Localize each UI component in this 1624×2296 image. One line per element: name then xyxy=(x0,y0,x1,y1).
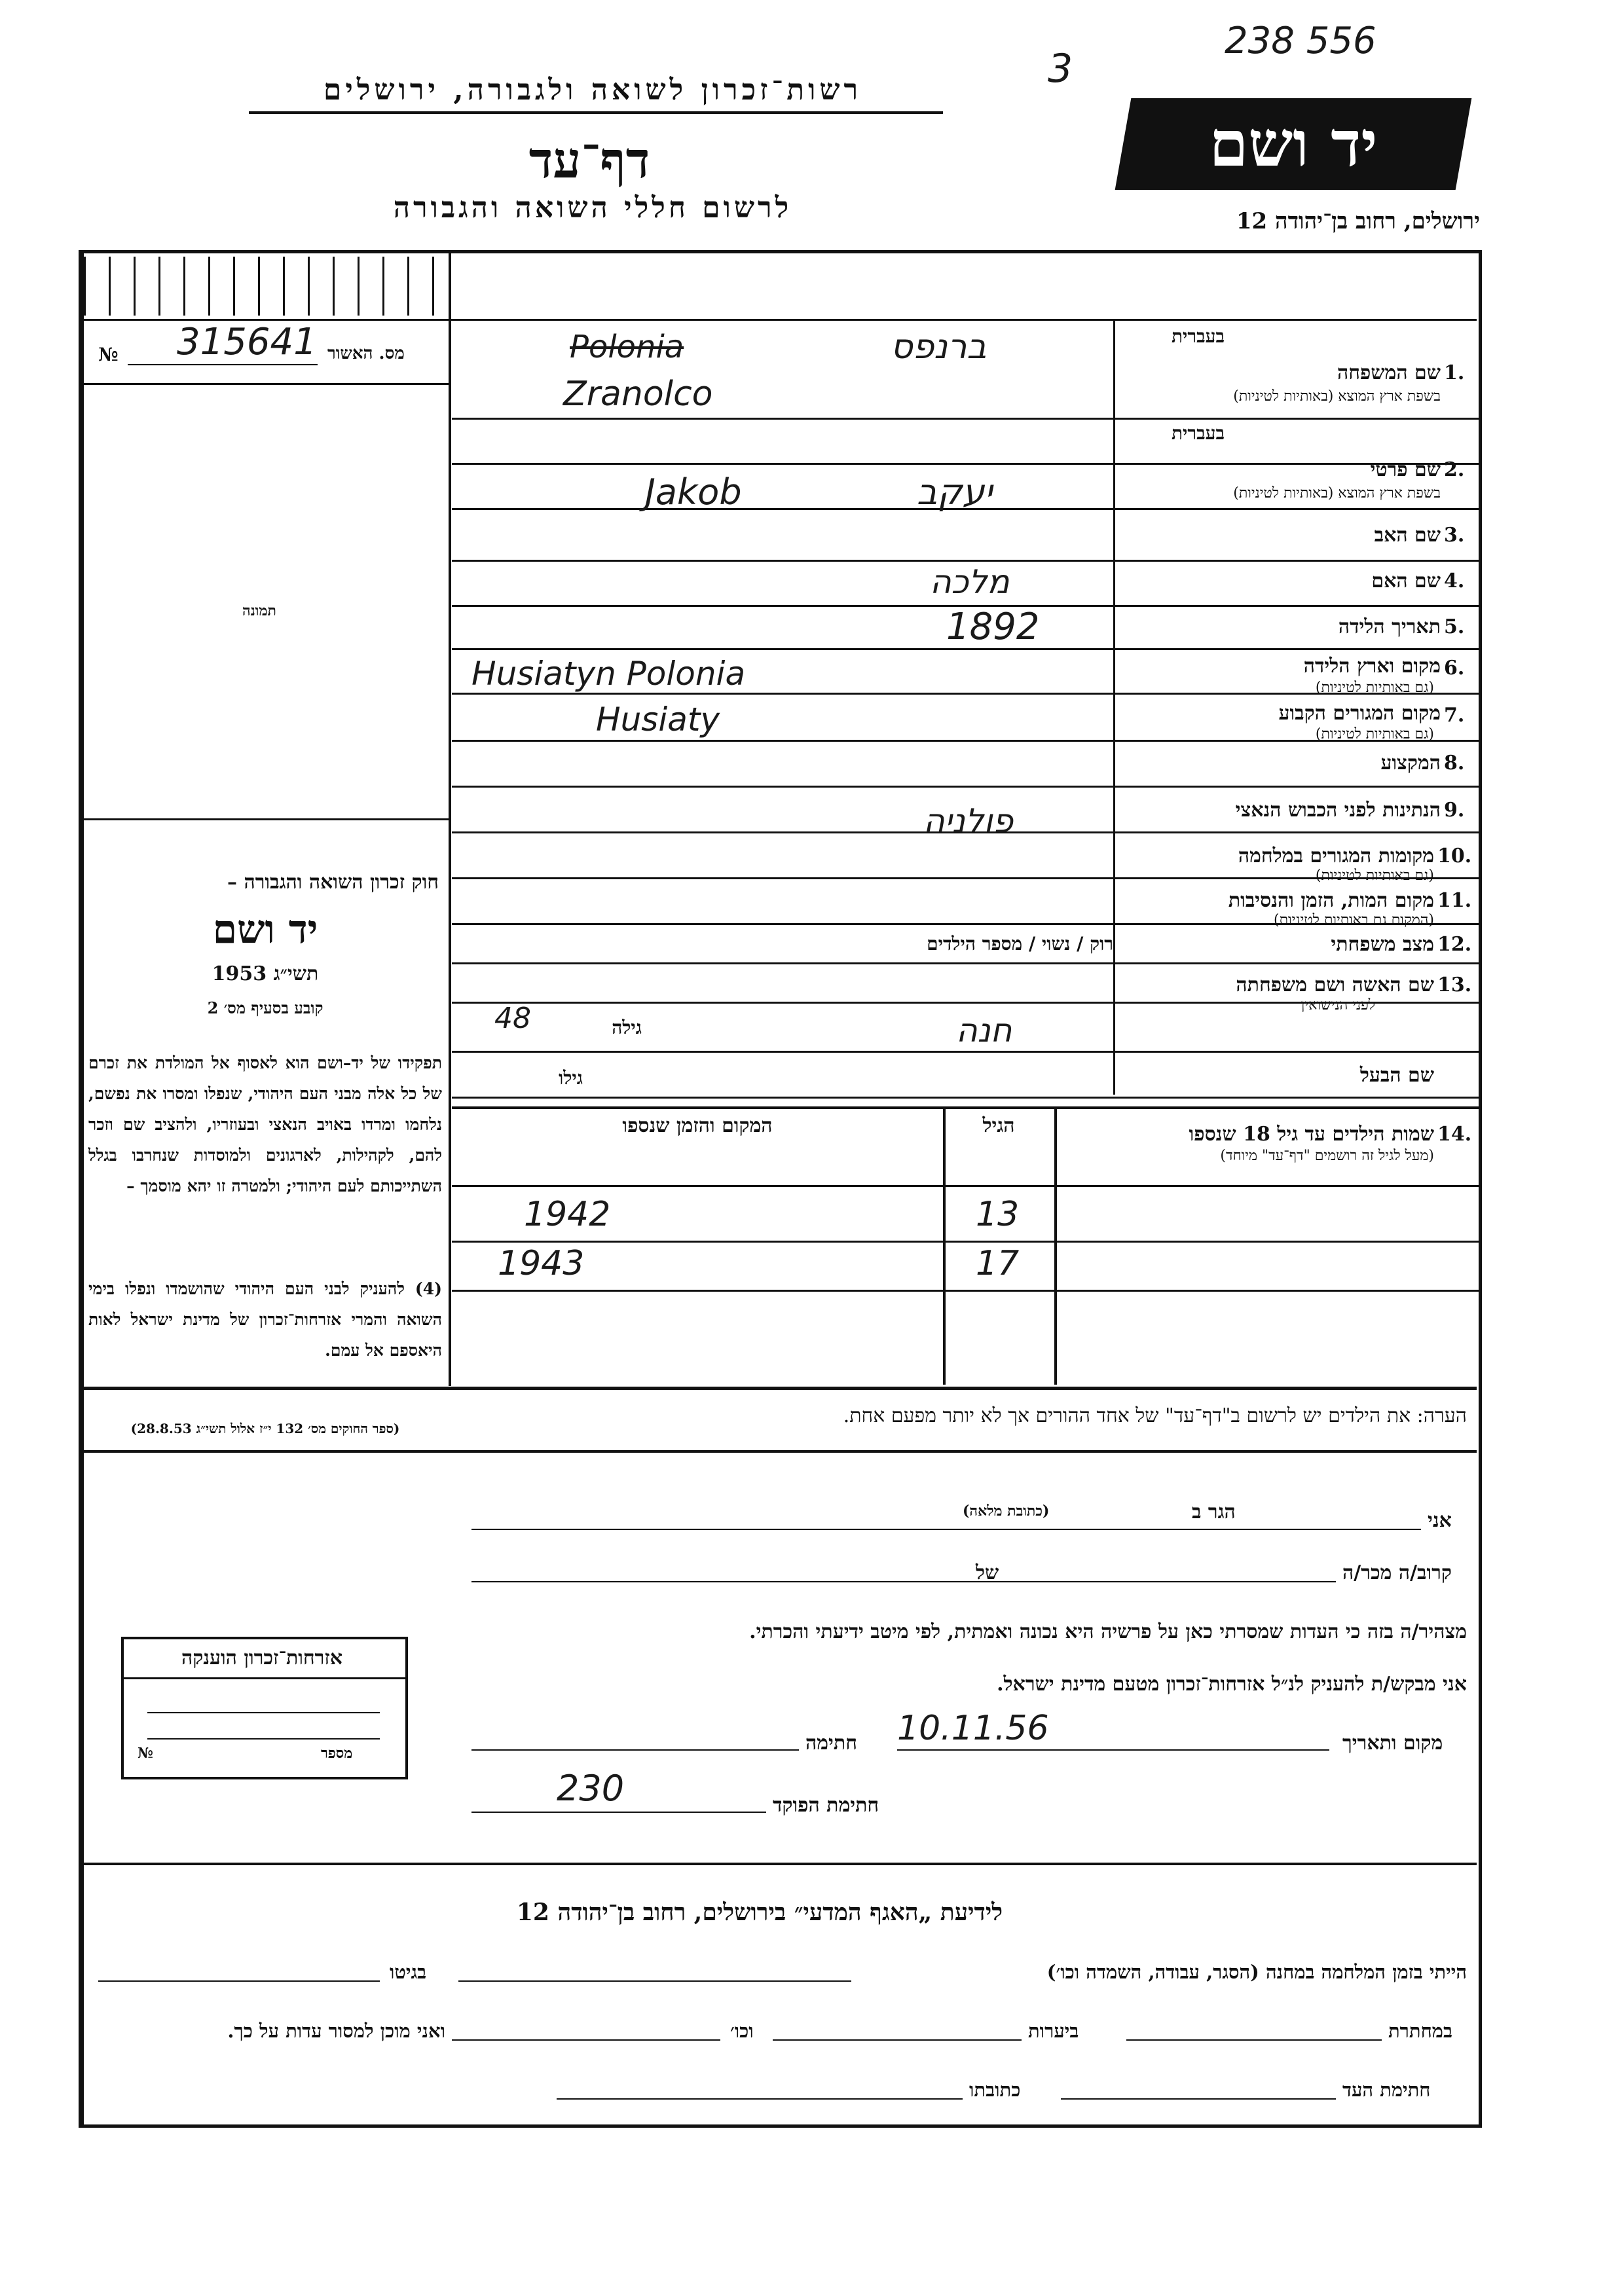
child-year: 1942 xyxy=(524,1195,611,1234)
field-6-hint: (גם באותיות לטיניות) xyxy=(1315,680,1434,696)
note-top-line xyxy=(82,1387,1477,1390)
decl-signature-line xyxy=(471,1749,799,1751)
field-9-number: 9. xyxy=(1444,799,1465,822)
law-paragraph-2: (4) להעניק לבני העם היהודי שהושמדו ונפלו בימי השואה והמרי אזרחות־זכרון של מדינת ישראל לאות היאספם אל עמם. xyxy=(88,1279,442,1360)
field-4-number: 4. xyxy=(1444,570,1465,592)
footer-line-3-mid: כתובתו xyxy=(969,2079,1021,2101)
footer-line-2-etc: וכו׳ xyxy=(730,2020,754,2042)
field-10-label: מקומות המגורים במלחמה xyxy=(1238,845,1434,867)
field-12-number: 12. xyxy=(1437,933,1472,956)
row-line xyxy=(452,418,1480,420)
husband-age-label: גילו xyxy=(559,1067,583,1089)
field-7-number: 7. xyxy=(1444,704,1465,727)
footer-line-1-end: בגיטו xyxy=(390,1961,427,1983)
field-11-hint: (המקום גם באותיות לטיניות) xyxy=(1274,912,1434,928)
registration-number: 315641 xyxy=(177,321,317,363)
row-line xyxy=(452,962,1480,964)
field-6-label: מקום וארץ הלידה xyxy=(1303,655,1441,678)
children-col-place: המקום והזמן שנספו xyxy=(622,1114,773,1137)
field-3-number: 3. xyxy=(1444,524,1465,547)
form-title: דף־עד xyxy=(528,131,650,189)
note-text: הערה: את הילדים יש לרשום ב"דף־עד" של אחד ההורים אך לא יותר מפעם אחת. xyxy=(843,1404,1467,1427)
decl-date-line xyxy=(897,1749,1329,1751)
registration-no-symbol: № xyxy=(98,344,119,365)
citizenship-number-label: מספר xyxy=(321,1745,353,1762)
margin-mark: 3 xyxy=(1048,46,1073,92)
field-7-hint: (גם באותיות לטיניות) xyxy=(1315,726,1434,742)
children-col-age: הגיל xyxy=(982,1114,1015,1137)
footer-title: לידיעת „האגף המדעי״ בירושלים, רחוב בן־יהודה 12 xyxy=(516,1899,1003,1926)
decl-relative: קרוב/ה מכר/ה xyxy=(1342,1561,1452,1584)
field-12-extra: רוק / נשוי / מספר הילדים xyxy=(927,933,1113,955)
citizenship-line xyxy=(147,1712,380,1713)
field-1-value-latin: Polonia xyxy=(570,329,684,365)
citizenship-title: אזרחות־זכרון הוענקה xyxy=(181,1647,343,1669)
field-13-value: חנה xyxy=(956,1011,1012,1049)
row-line xyxy=(452,786,1480,788)
law-citation: (ספר החוקים מס׳ 132 י״ז אלול תשי״ג 28.8.53) xyxy=(130,1421,400,1436)
row-line xyxy=(452,560,1480,562)
field-5-value: 1892 xyxy=(946,606,1040,648)
field-4-label: שם האם xyxy=(1371,570,1441,592)
law-year: תשי״ג 1953 xyxy=(212,962,319,985)
field-11-label: מקום המות, הזמן והנסיבות xyxy=(1228,889,1434,912)
child-age: 17 xyxy=(976,1244,1020,1283)
row-line xyxy=(452,1097,1480,1099)
field-13-label: שם האשה ושם משפחתה xyxy=(1236,974,1434,996)
field-7-label: מקום המגורים הקבוע xyxy=(1278,702,1441,725)
logo-address: ירושלים, רחוב בן־יהודה 12 xyxy=(1236,208,1480,234)
authority-title: רשות־זכרון לשואה ולגבורה, ירושלים xyxy=(323,73,862,107)
hatch-strip xyxy=(84,257,447,316)
field-7-value-latin: Husiaty xyxy=(596,701,720,738)
field-9-label: הנתינות לפני הכבוש הנאצי xyxy=(1235,799,1441,822)
citizenship-title-line xyxy=(121,1677,408,1679)
field-1-value-latin-2: Zranolco xyxy=(563,374,713,414)
children-hint: (מעל לגיל זה רושמים "דף־עד" מיוחד) xyxy=(1220,1148,1434,1164)
field-10-hint: (גם באותיות לטיניות) xyxy=(1315,867,1434,884)
decl-place-date-label: מקום ותאריך xyxy=(1342,1732,1443,1755)
children-age-right-line xyxy=(1054,1106,1057,1385)
child-year: 1943 xyxy=(498,1244,585,1283)
decl-i: אני xyxy=(1428,1509,1452,1532)
field-1-number: 1. xyxy=(1444,361,1465,384)
photo-divider xyxy=(82,818,449,820)
row-line xyxy=(452,1051,1480,1053)
footer-dots-3a xyxy=(1061,2098,1336,2100)
field-2-value-hebrew: יעקב xyxy=(917,471,993,513)
child-age: 13 xyxy=(976,1195,1020,1234)
field-5-label: תאריך הלידה xyxy=(1338,615,1441,638)
law-paragraph: תפקידו של יד–ושם הוא לאסוף אל המולדת את זכרם של כל אלה מבני העם היהודי, שנפלו ומסרו את נפשם, נלחמו ומרדו באויב הנאצי ובעוזריו, ולהציב שם וזכר להם, לקהילות, לארגונים ולמוסדות שנחרבו בגלל השתייכותם לעם היהודי; ולמטרה זו יהא מוסמך – xyxy=(88,1053,442,1195)
field-6-number: 6. xyxy=(1444,657,1465,680)
footer-dots-2a xyxy=(1126,2039,1382,2041)
registration-line xyxy=(128,364,318,365)
field-13-age-label: גילה xyxy=(612,1017,642,1038)
header-underline xyxy=(249,111,943,114)
label-column-divider xyxy=(1113,319,1115,1095)
row-line xyxy=(452,648,1480,650)
children-row-line xyxy=(452,1241,1480,1243)
footer-line-3-start: חתימת העד xyxy=(1342,2079,1431,2101)
children-header-line xyxy=(452,1185,1480,1187)
citizenship-no-symbol: № xyxy=(138,1745,153,1762)
field-4-value: מלכה xyxy=(930,563,1010,601)
footer-line-1: הייתי בזמן המלחמה במחנה (הסגר, עבודה, השמדה וכו׳) xyxy=(1046,1961,1467,1983)
left-column-divider xyxy=(449,253,451,1386)
decl-statement: מצהיר/ה בזה כי העדות שמסרתי כאן על פרשיה היא נכונה ואמתית, לפי מיטב ידיעתי והכרתי. xyxy=(749,1620,1467,1643)
field-10-number: 10. xyxy=(1437,845,1472,867)
field-1-hebrew-tag: בעברית xyxy=(1171,325,1225,347)
field-2-value-latin: Jakob xyxy=(645,471,742,513)
decl-signature-label: חתימה xyxy=(805,1732,857,1755)
field-1-value-hebrew: ברנפס xyxy=(891,327,987,367)
decl-line-2 xyxy=(471,1581,1336,1582)
footer-dots-1b xyxy=(98,1980,380,1982)
field-2-label: שם פרטי xyxy=(1370,458,1441,481)
footer-line-2-mid: ביערות xyxy=(1028,2020,1079,2042)
decl-officer-line xyxy=(471,1812,766,1813)
field-1-label: שם המשפחה xyxy=(1337,361,1441,384)
decl-line-1 xyxy=(471,1529,1421,1530)
decl-officer-value: 230 xyxy=(557,1768,625,1809)
archive-number: 238 556 xyxy=(1225,20,1376,62)
citizenship-line xyxy=(147,1738,380,1740)
footer-line-2-start: במחתרת xyxy=(1388,2020,1452,2042)
footer-divider xyxy=(82,1863,1477,1865)
photo-label: תמונה xyxy=(242,602,276,619)
footer-dots-3b xyxy=(557,2098,963,2100)
children-row-line xyxy=(452,1290,1480,1292)
field-3-label: שם האב xyxy=(1374,524,1441,547)
field-13-hint: לפני הנישואין xyxy=(1301,997,1375,1013)
registration-number-label: מס. האשור xyxy=(327,344,405,363)
field-5-number: 5. xyxy=(1444,615,1465,638)
field-8-number: 8. xyxy=(1444,752,1465,774)
form-subtitle: לרשום חללי השואה והגבורה xyxy=(393,191,792,225)
field-1-hint: בשפת ארץ המוצא (באותיות לטיניות) xyxy=(1233,388,1441,405)
yad-vashem-logo: יד ושם xyxy=(1115,98,1472,190)
field-9-value: פולניה xyxy=(923,802,1014,840)
field-12-label: מצב משפחתי xyxy=(1331,933,1434,956)
footer-dots-2c xyxy=(452,2039,720,2041)
decl-officer-label: חתימת הפוקד xyxy=(773,1794,879,1817)
note-bottom-line xyxy=(82,1450,1477,1453)
field-2-number: 2. xyxy=(1444,458,1465,481)
field-2-hebrew-tag: בעברית xyxy=(1171,422,1225,444)
field-8-label: המקצוע xyxy=(1380,752,1441,774)
decl-date-value: 10.11.56 xyxy=(897,1709,1049,1748)
decl-address-hint: (כתובת מלאה) xyxy=(963,1503,1050,1520)
field-2-hint: בשפת ארץ המוצא (באותיות לטיניות) xyxy=(1233,485,1441,501)
children-table-top xyxy=(452,1106,1480,1109)
law-title: חוק זכרון השואה והגבורה – xyxy=(227,871,439,894)
husband-label: שם הבעל xyxy=(1359,1064,1434,1087)
law-section: קובע בסעיף מס׳ 2 xyxy=(207,998,323,1017)
children-number: 14. xyxy=(1437,1123,1472,1146)
footer-line-2-end: ואני מוכן למסור עדות על כך. xyxy=(227,2020,445,2042)
footer-dots-1 xyxy=(458,1980,851,1982)
decl-request: אני מבקש/ת להעניק לנ״ל אזרחות־זכרון מטעם מדינת ישראל. xyxy=(997,1673,1467,1696)
field-11-number: 11. xyxy=(1437,889,1472,912)
decl-of: של xyxy=(976,1561,999,1584)
field-6-value-latin: Husiatyn Polonia xyxy=(471,655,746,693)
children-label: שמות הילדים עד גיל 18 שנספו xyxy=(1189,1123,1434,1146)
field-13-age-value: 48 xyxy=(494,1002,531,1035)
children-age-left-line xyxy=(943,1106,946,1385)
registration-divider xyxy=(82,383,449,385)
law-logo: יד ושם xyxy=(212,907,318,953)
footer-dots-2b xyxy=(773,2039,1022,2041)
field-13-number: 13. xyxy=(1437,974,1472,996)
decl-resident: הגר ב xyxy=(1192,1501,1236,1523)
